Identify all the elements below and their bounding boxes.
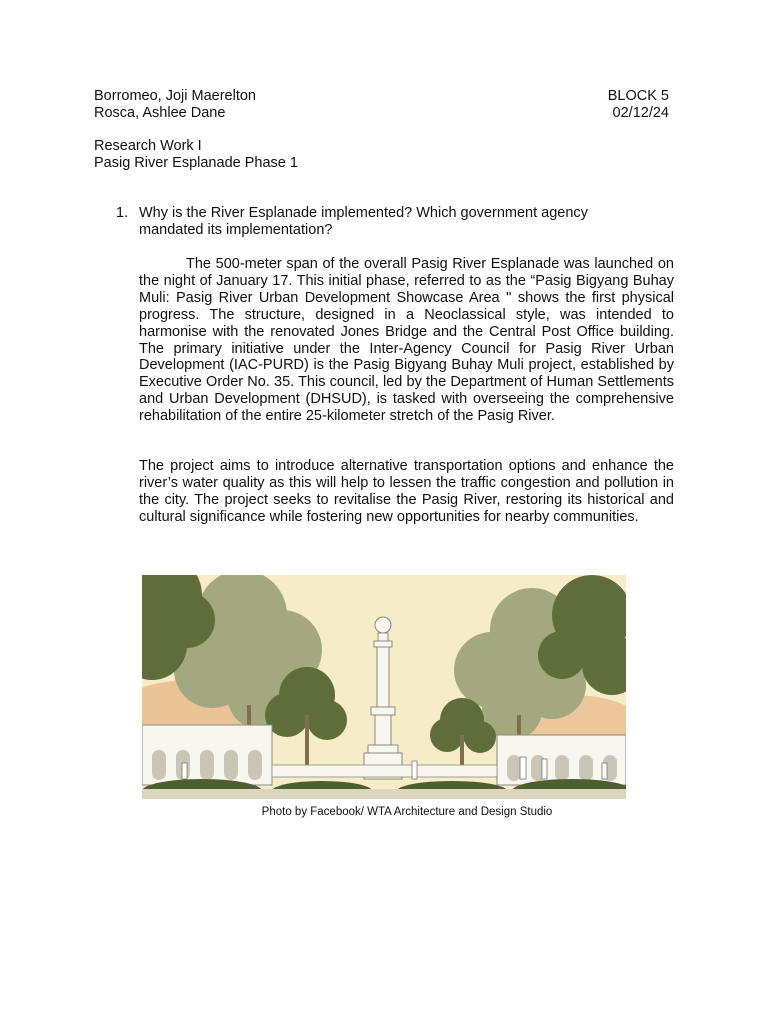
block-label: BLOCK 5 [607, 88, 669, 104]
topic-title: Pasig River Esplanade Phase 1 [94, 155, 298, 171]
author-1: Borromeo, Joji Maerelton [94, 88, 256, 104]
esplanade-rendering [142, 575, 626, 799]
author-2: Rosca, Ashlee Dane [94, 105, 226, 121]
question-number: 1. [116, 205, 129, 221]
paragraph-2: The project aims to introduce alternative transportation options and enhance the river’s water quality as this will help to lessen the traffic congestion and pollution in the city. The project seeks to revitalise the Pasig River, restoring its historical and cultural significance while fostering new opportunities for nearby communities. [139, 458, 674, 525]
course-title: Research Work I [94, 138, 202, 154]
date: 02/12/24 [612, 105, 669, 121]
figure-caption: Photo by Facebook/ WTA Architecture and Design Studio [261, 806, 553, 818]
paragraph-1: The 500-meter span of the overall Pasig River Esplanade was launched on the night of January 17. This initial phase, referred to as the “Pasig Bigyang Buhay Muli: Pasig River Urban Development Showcase Area '' shows the first physical progress. The structure, designed in a Neoclassical style, was intended to harmonise with the renovated Jones Bridge and the Central Post Office building. The primary initiative under the Inter-Agency Council for Pasig River Urban Development (IAC-PURD) is the Pasig Bigyang Buhay Muli project, established by Executive Order No. 35. This council, led by the Department of Human Settlements and Urban Development (DHSUD), is tasked with overseeing the comprehensive rehabilitation of the entire 25-kilometer stretch of the Pasig River. [139, 256, 674, 425]
question-text: Why is the River Esplanade implemented? Which government agency mandated its implementation? [139, 205, 588, 238]
